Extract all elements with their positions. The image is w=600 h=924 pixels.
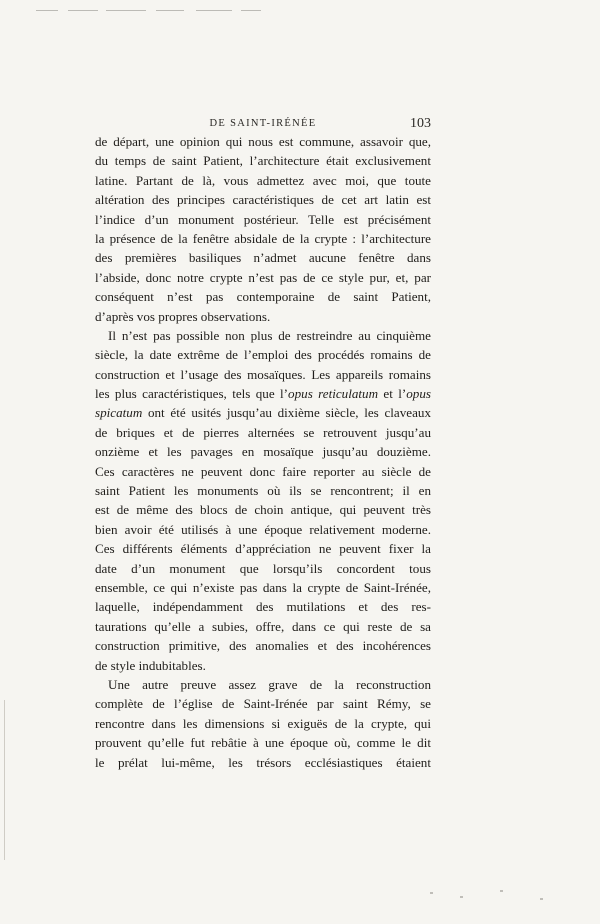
text-line: la présence de la fenêtre absidale de la crypte : l’architecture — [95, 230, 431, 246]
text-line: latine. Partant de là, vous admettez avec moi, que toute — [95, 172, 431, 188]
text-line: siècle, la date extrême de l’emploi des procédés romains de — [95, 347, 431, 363]
text-line: de style indubitables. — [95, 657, 206, 673]
paragraph-start-line: Une autre preuve assez grave de la reconstruction — [108, 676, 431, 692]
text-line: ensemble, ce qui n’existe pas dans la crypte de Saint-Irénée, — [95, 579, 431, 595]
italic-term: opus — [406, 386, 431, 402]
text-line: le prélat lui-même, les trésors ecclésiastiques étaient — [95, 754, 431, 770]
text-segment: ont été usités jusqu’au dixième siècle, les claveaux — [142, 405, 431, 421]
text-line: de départ, une opinion qui nous est commune, assavoir que, — [95, 134, 431, 149]
text-line: prouvent qu’elle fut rebâtie à une époque où, comme le dit — [95, 735, 431, 751]
text-line: d’après vos propres observations. — [95, 308, 271, 324]
text-line: complète de l’église de Saint-Irénée par saint Rémy, se — [95, 696, 431, 712]
text-line-with-italics — [95, 384, 431, 403]
text-line: onzième et les pavages en mosaïque jusqu’au douzième. — [95, 444, 431, 460]
text-line: du temps de saint Patient, l’architecture était exclusivement — [95, 153, 431, 169]
text-line: des premières basiliques n’admet aucune fenêtre dans — [95, 250, 431, 266]
text-line: taurations qu’elle a subies, offre, dans ce qui reste de sa — [95, 618, 431, 634]
text-line: bien avoir été utilisés à une époque relativement moderne. — [95, 521, 431, 537]
text-segment: les plus caractéristiques, tels que l’ — [95, 386, 289, 402]
scan-artifact-marks — [36, 10, 266, 16]
scan-corner-marks — [430, 884, 560, 914]
text-line: Ces différents éléments d’appréciation ne peuvent fixer la — [95, 541, 431, 557]
text-line: saint Patient les monuments où ils se rencontrent; il en — [95, 483, 431, 499]
text-segment: et l’ — [378, 386, 407, 402]
text-line: est de même des blocs de choin antique, qui peuvent très — [95, 502, 431, 518]
text-line: altération des principes caractéristiques de cet art latin est — [95, 192, 431, 208]
text-line: l’abside, donc notre crypte n’est pas de ce style pur, et, par — [95, 269, 431, 285]
page-edge-shadow — [4, 700, 5, 860]
text-line-with-italics — [95, 403, 431, 422]
text-line: laquelle, indépendamment des mutilations et des res- — [95, 599, 431, 615]
text-line: de briques et de pierres alternées se retrouvent jusqu’au — [95, 424, 431, 440]
text-line: l’indice d’un monument postérieur. Telle est précisément — [95, 211, 431, 227]
paragraph-start-line: Il n’est pas possible non plus de restreindre au cinquième — [108, 327, 431, 343]
text-line: Ces caractères ne peuvent donc faire reporter au siècle de — [95, 463, 431, 479]
italic-term: opus reticulatum — [288, 386, 379, 402]
text-line: construction et l’usage des mosaïques. Les appareils romains — [95, 366, 431, 382]
running-head: DE SAINT-IRÉNÉE — [209, 118, 317, 129]
body-text — [95, 132, 431, 772]
page-number: 103 — [410, 116, 431, 131]
text-line: construction primitive, des anomalies et des incohérences — [95, 638, 431, 654]
italic-term: spicatum — [95, 405, 143, 421]
text-line: rencontre dans les dimensions si exiguës de la crypte, qui — [95, 715, 431, 731]
text-line: date d’un monument que lorsqu’ils concordent tous — [95, 560, 431, 576]
text-line: conséquent n’est pas contemporaine de saint Patient, — [95, 289, 431, 305]
